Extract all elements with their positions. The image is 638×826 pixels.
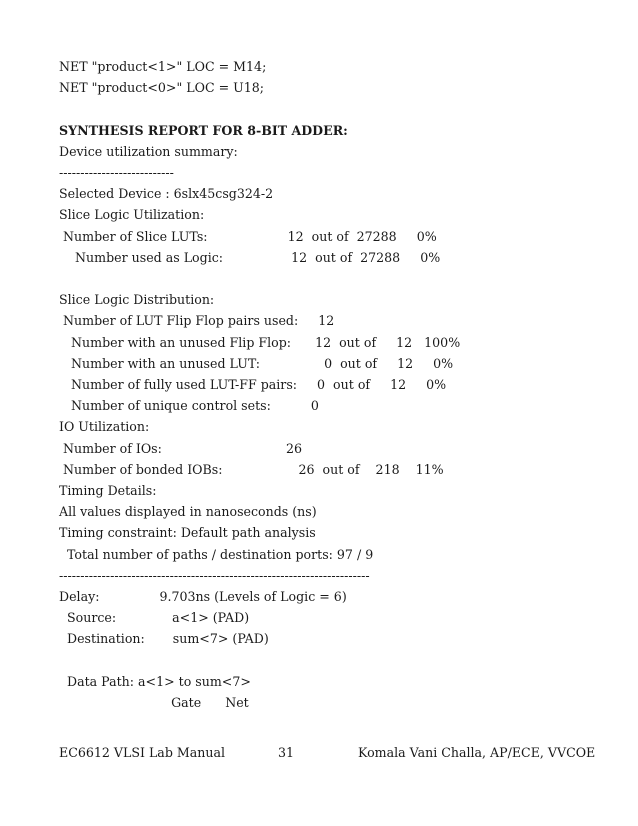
text-line: All values displayed in nanoseconds (ns) bbox=[59, 504, 317, 520]
text-line: --------------------------- bbox=[59, 165, 174, 180]
text-line: Number of unique control sets: 0 bbox=[59, 398, 319, 414]
text-line: Number used as Logic: 12 out of 27288 0% bbox=[59, 249, 441, 265]
text-line: NET "product<1>" LOC = M14; bbox=[59, 59, 267, 74]
footer-left: EC6612 VLSI Lab Manual bbox=[59, 745, 226, 760]
footer-page-number: 31 bbox=[278, 745, 295, 760]
text-line: Slice Logic Utilization: bbox=[59, 207, 205, 223]
section-heading: SYNTHESIS REPORT FOR 8-BIT ADDER: bbox=[59, 122, 348, 138]
text-line: Slice Logic Distribution: bbox=[59, 292, 215, 308]
text-line: Number with an unused LUT: 0 out of 12 0% bbox=[59, 355, 454, 371]
text-line: Number of bonded IOBs: 26 out of 218 11% bbox=[59, 461, 444, 477]
text-line: Destination: sum<7> (PAD) bbox=[59, 631, 269, 647]
text-line: Number with an unused Flip Flop: 12 out of 12 100% bbox=[59, 334, 461, 350]
text-line: ------------------------------------------------------------------------- bbox=[59, 567, 370, 583]
text-line: Timing Details: bbox=[59, 483, 157, 498]
text-line: Timing constraint: Default path analysis bbox=[59, 525, 316, 541]
text-line: Selected Device : 6slx45csg324-2 bbox=[59, 186, 274, 202]
footer-right: Komala Vani Challa, AP/ECE, VVCOE bbox=[358, 745, 596, 760]
text-line: Delay: 9.703ns (Levels of Logic = 6) bbox=[59, 589, 347, 604]
text-line: IO Utilization: bbox=[59, 419, 150, 435]
text-line: NET "product<0>" LOC = U18; bbox=[59, 80, 265, 96]
text-line: Number of Slice LUTs: 12 out of 27288 0% bbox=[59, 228, 437, 244]
text-line: Number of fully used LUT-FF pairs: 0 out of 12 0% bbox=[59, 377, 447, 392]
text-line: Data Path: a<1> to sum<7> bbox=[59, 673, 251, 689]
text-line: Number of IOs: 26 bbox=[59, 440, 302, 456]
text-line: Device utilization summary: bbox=[59, 143, 238, 159]
text-line: Gate Net bbox=[59, 695, 249, 710]
text-line: Number of LUT Flip Flop pairs used: 12 bbox=[59, 313, 335, 329]
text-line: Source: a<1> (PAD) bbox=[59, 610, 250, 626]
text-line: Total number of paths / destination ports: 97 / 9 bbox=[59, 546, 374, 562]
